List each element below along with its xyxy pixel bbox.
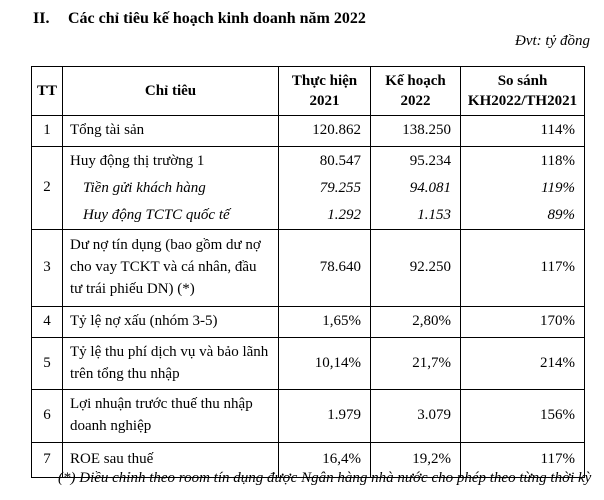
row-number-cell: 4 [32, 307, 63, 338]
footnote: (*) Điều chỉnh theo room tín dụng được Ngân hàng nhà nước cho phép theo từng thời kỳ [58, 470, 592, 486]
indicator-cell: Tỷ lệ thu phí dịch vụ và bảo lãnh trên tổng thu nhập [63, 337, 279, 390]
indicator-subline: Huy động TCTC quốc tế [83, 207, 230, 223]
indicator-line: Huy động thị trường 1 [70, 153, 205, 169]
table-row [32, 147, 585, 230]
table-row [32, 390, 585, 443]
row-number-cell: 6 [32, 390, 63, 443]
indicator-cell: Tổng tài sản [63, 116, 279, 147]
value-subline: 1.292 [327, 207, 361, 223]
value-subline: 1.153 [417, 207, 451, 223]
indicator-subline: Tiền gửi khách hàng [83, 180, 206, 196]
value-subline: 119% [541, 180, 575, 196]
comparison-cell: 114% [461, 116, 585, 147]
section-heading [33, 10, 366, 28]
comparison-cell: 117% [461, 230, 585, 307]
column-header-indicator: Chỉ tiêu [63, 67, 279, 116]
value-subline: 94.081 [409, 180, 451, 196]
indicator-cell: Dư nợ tín dụng (bao gồm dư nợ cho vay TCKT và cá nhân, đầu tư trái phiếu DN) (*) [63, 230, 279, 307]
row-number-cell: 3 [32, 230, 63, 307]
indicator-cell: ROE sau thuế [63, 442, 279, 477]
plan-2022-cell: 138.250 [371, 116, 461, 147]
indicator-cell: Lợi nhuận trước thuế thu nhập doanh nghiệp [63, 390, 279, 443]
value-line: 95.234 [409, 153, 451, 169]
page-title: Các chỉ tiêu kế hoạch kinh doanh năm 2022 [68, 10, 366, 27]
actual-2021-cell: 120.862 [279, 116, 371, 147]
table-header-row [32, 67, 585, 116]
indicator-cell: Tỷ lệ nợ xấu (nhóm 3-5) [63, 307, 279, 338]
comparison-cell [461, 147, 585, 230]
table-row [32, 230, 585, 307]
actual-2021-cell: 1.979 [279, 390, 371, 443]
row-number-cell: 7 [32, 442, 63, 477]
comparison-cell: 117% [461, 442, 585, 477]
value-line: 80.547 [319, 153, 361, 169]
value-subline: 89% [547, 207, 575, 223]
row-number-cell: 2 [32, 147, 63, 230]
actual-2021-cell: 78.640 [279, 230, 371, 307]
value-subline: 79.255 [319, 180, 361, 196]
plan-2022-cell: 19,2% [371, 442, 461, 477]
plan-2022-cell: 3.079 [371, 390, 461, 443]
row-number-cell: 5 [32, 337, 63, 390]
table-row [32, 116, 585, 147]
unit-note: Đvt: tỷ đồng [515, 33, 590, 49]
actual-2021-cell: 16,4% [279, 442, 371, 477]
table-row [32, 337, 585, 390]
column-header-comparison: So sánh KH2022/TH2021 [461, 67, 585, 116]
column-header-plan-2022: Kế hoạch 2022 [371, 67, 461, 116]
plan-2022-cell: 92.250 [371, 230, 461, 307]
comparison-cell: 214% [461, 337, 585, 390]
column-header-tt: TT [32, 67, 63, 116]
table-row [32, 307, 585, 338]
plan-2022-cell: 21,7% [371, 337, 461, 390]
value-line: 118% [540, 153, 575, 169]
business-plan-table [31, 66, 585, 478]
row-number-cell: 1 [32, 116, 63, 147]
plan-2022-cell [371, 147, 461, 230]
comparison-cell: 156% [461, 390, 585, 443]
actual-2021-cell: 1,65% [279, 307, 371, 338]
plan-2022-cell: 2,80% [371, 307, 461, 338]
comparison-cell: 170% [461, 307, 585, 338]
actual-2021-cell [279, 147, 371, 230]
column-header-actual-2021: Thực hiện 2021 [279, 67, 371, 116]
section-number: II. [33, 10, 50, 27]
actual-2021-cell: 10,14% [279, 337, 371, 390]
indicator-cell [63, 147, 279, 230]
